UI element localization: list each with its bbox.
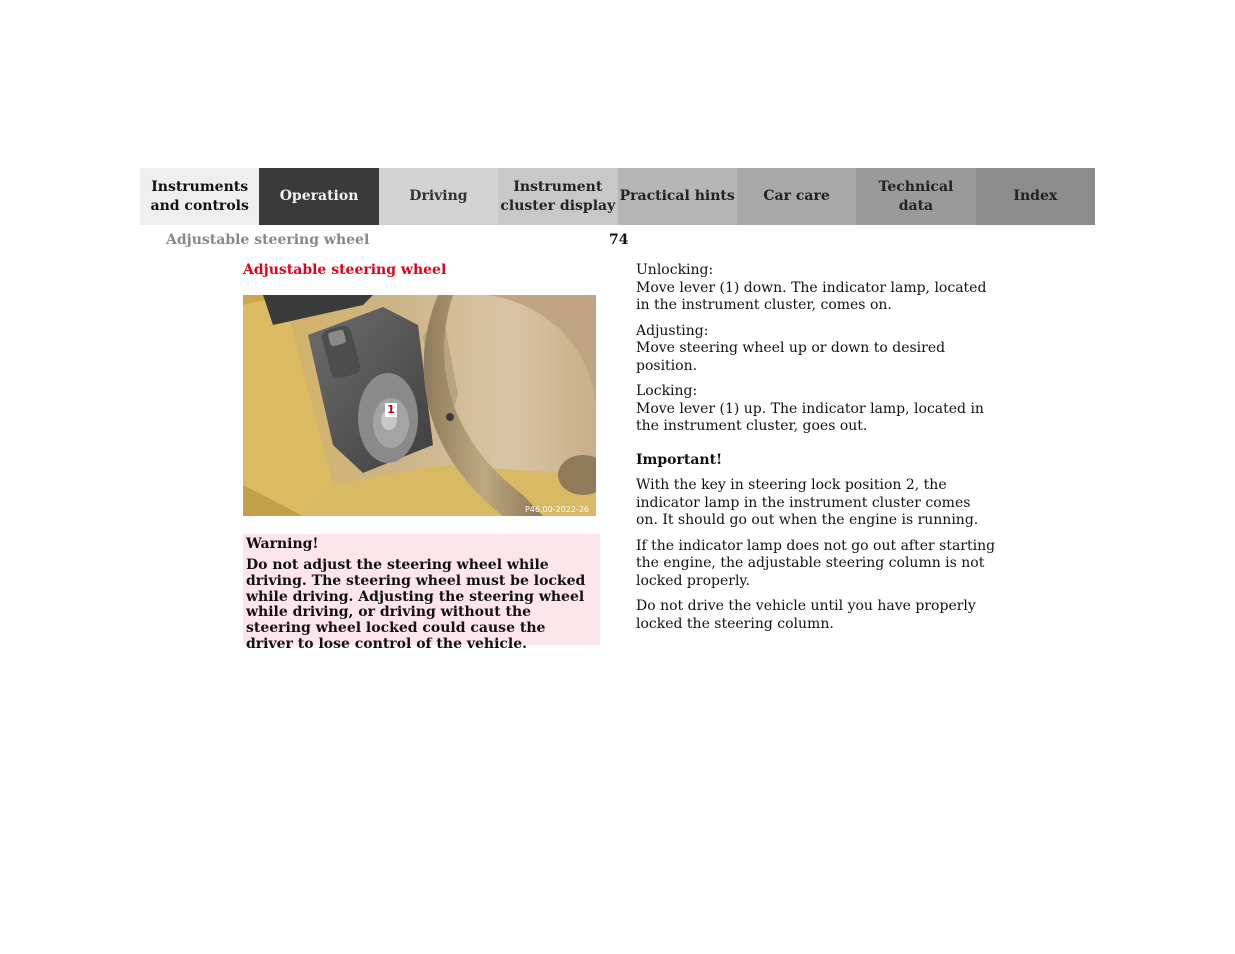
tab-driving[interactable] (379, 168, 498, 225)
locking-text: Move lever (1) up. The indicator lamp, located in the instrument cluster, goes out. (636, 400, 984, 434)
tab-label-line2: and controls (150, 197, 249, 214)
tab-technical-data[interactable] (856, 168, 975, 225)
page-number: 74 (609, 232, 629, 248)
tab-label: Car care (763, 188, 830, 204)
warning-body: Do not adjust the steering wheel while driving. The steering wheel must be locked while driving. Adjusting the steering wheel while driving, or driving without the steering wheel locked could cause the driver to lose control of the vehicle. (246, 557, 586, 652)
adjusting-label: Adjusting: (636, 322, 709, 339)
steering-column-drawing (243, 295, 596, 516)
tab-label: Index (1013, 188, 1058, 204)
figure-code: P46.00-2022-26 (524, 505, 589, 514)
tab-instruments-and-controls[interactable] (140, 168, 259, 225)
tab-label-line1: Technical (878, 178, 954, 195)
warning-title: Warning! (246, 536, 319, 552)
unlocking-label: Unlocking: (636, 262, 714, 278)
instructions-column (636, 262, 996, 633)
tab-car-care[interactable] (737, 168, 856, 225)
tab-label-line2: data (898, 197, 934, 214)
chapter-tabs (140, 168, 1095, 225)
tab-label: Operation (279, 188, 359, 204)
tab-label: Driving (409, 188, 468, 204)
tab-label-line2: cluster display (500, 197, 616, 214)
tab-label: Practical hints (619, 188, 735, 204)
steering-column-illustration (243, 295, 596, 516)
locking-label: Locking: (636, 383, 698, 399)
important-paragraph-2: If the indicator lamp does not go out after starting the engine, the adjustable steering column is not locked properly. (636, 537, 996, 589)
tab-practical-hints[interactable] (618, 168, 737, 225)
adjusting-text: Move steering wheel up or down to desired position. (636, 340, 946, 374)
tab-index[interactable] (976, 168, 1095, 225)
tab-label-line1: Instruments (151, 178, 249, 195)
tab-label-line1: Instrument (513, 178, 603, 195)
important-label: Important! (636, 451, 723, 468)
important-paragraph-3: Do not drive the vehicle until you have properly locked the steering column. (636, 598, 976, 632)
page-heading: Adjustable steering wheel (243, 262, 447, 278)
lever-callout-label: 1 (385, 403, 397, 417)
warning-box (243, 534, 600, 652)
tab-operation[interactable] (259, 168, 378, 225)
important-paragraph-1: With the key in steering lock position 2, the indicator lamp in the instrument cluster comes on. It should go out when the engine is running. (636, 477, 979, 528)
unlocking-text: Move lever (1) down. The indicator lamp, located in the instrument cluster, comes on. (636, 279, 987, 313)
section-title: Adjustable steering wheel (166, 232, 370, 248)
tab-instrument-cluster-display[interactable] (498, 168, 617, 225)
